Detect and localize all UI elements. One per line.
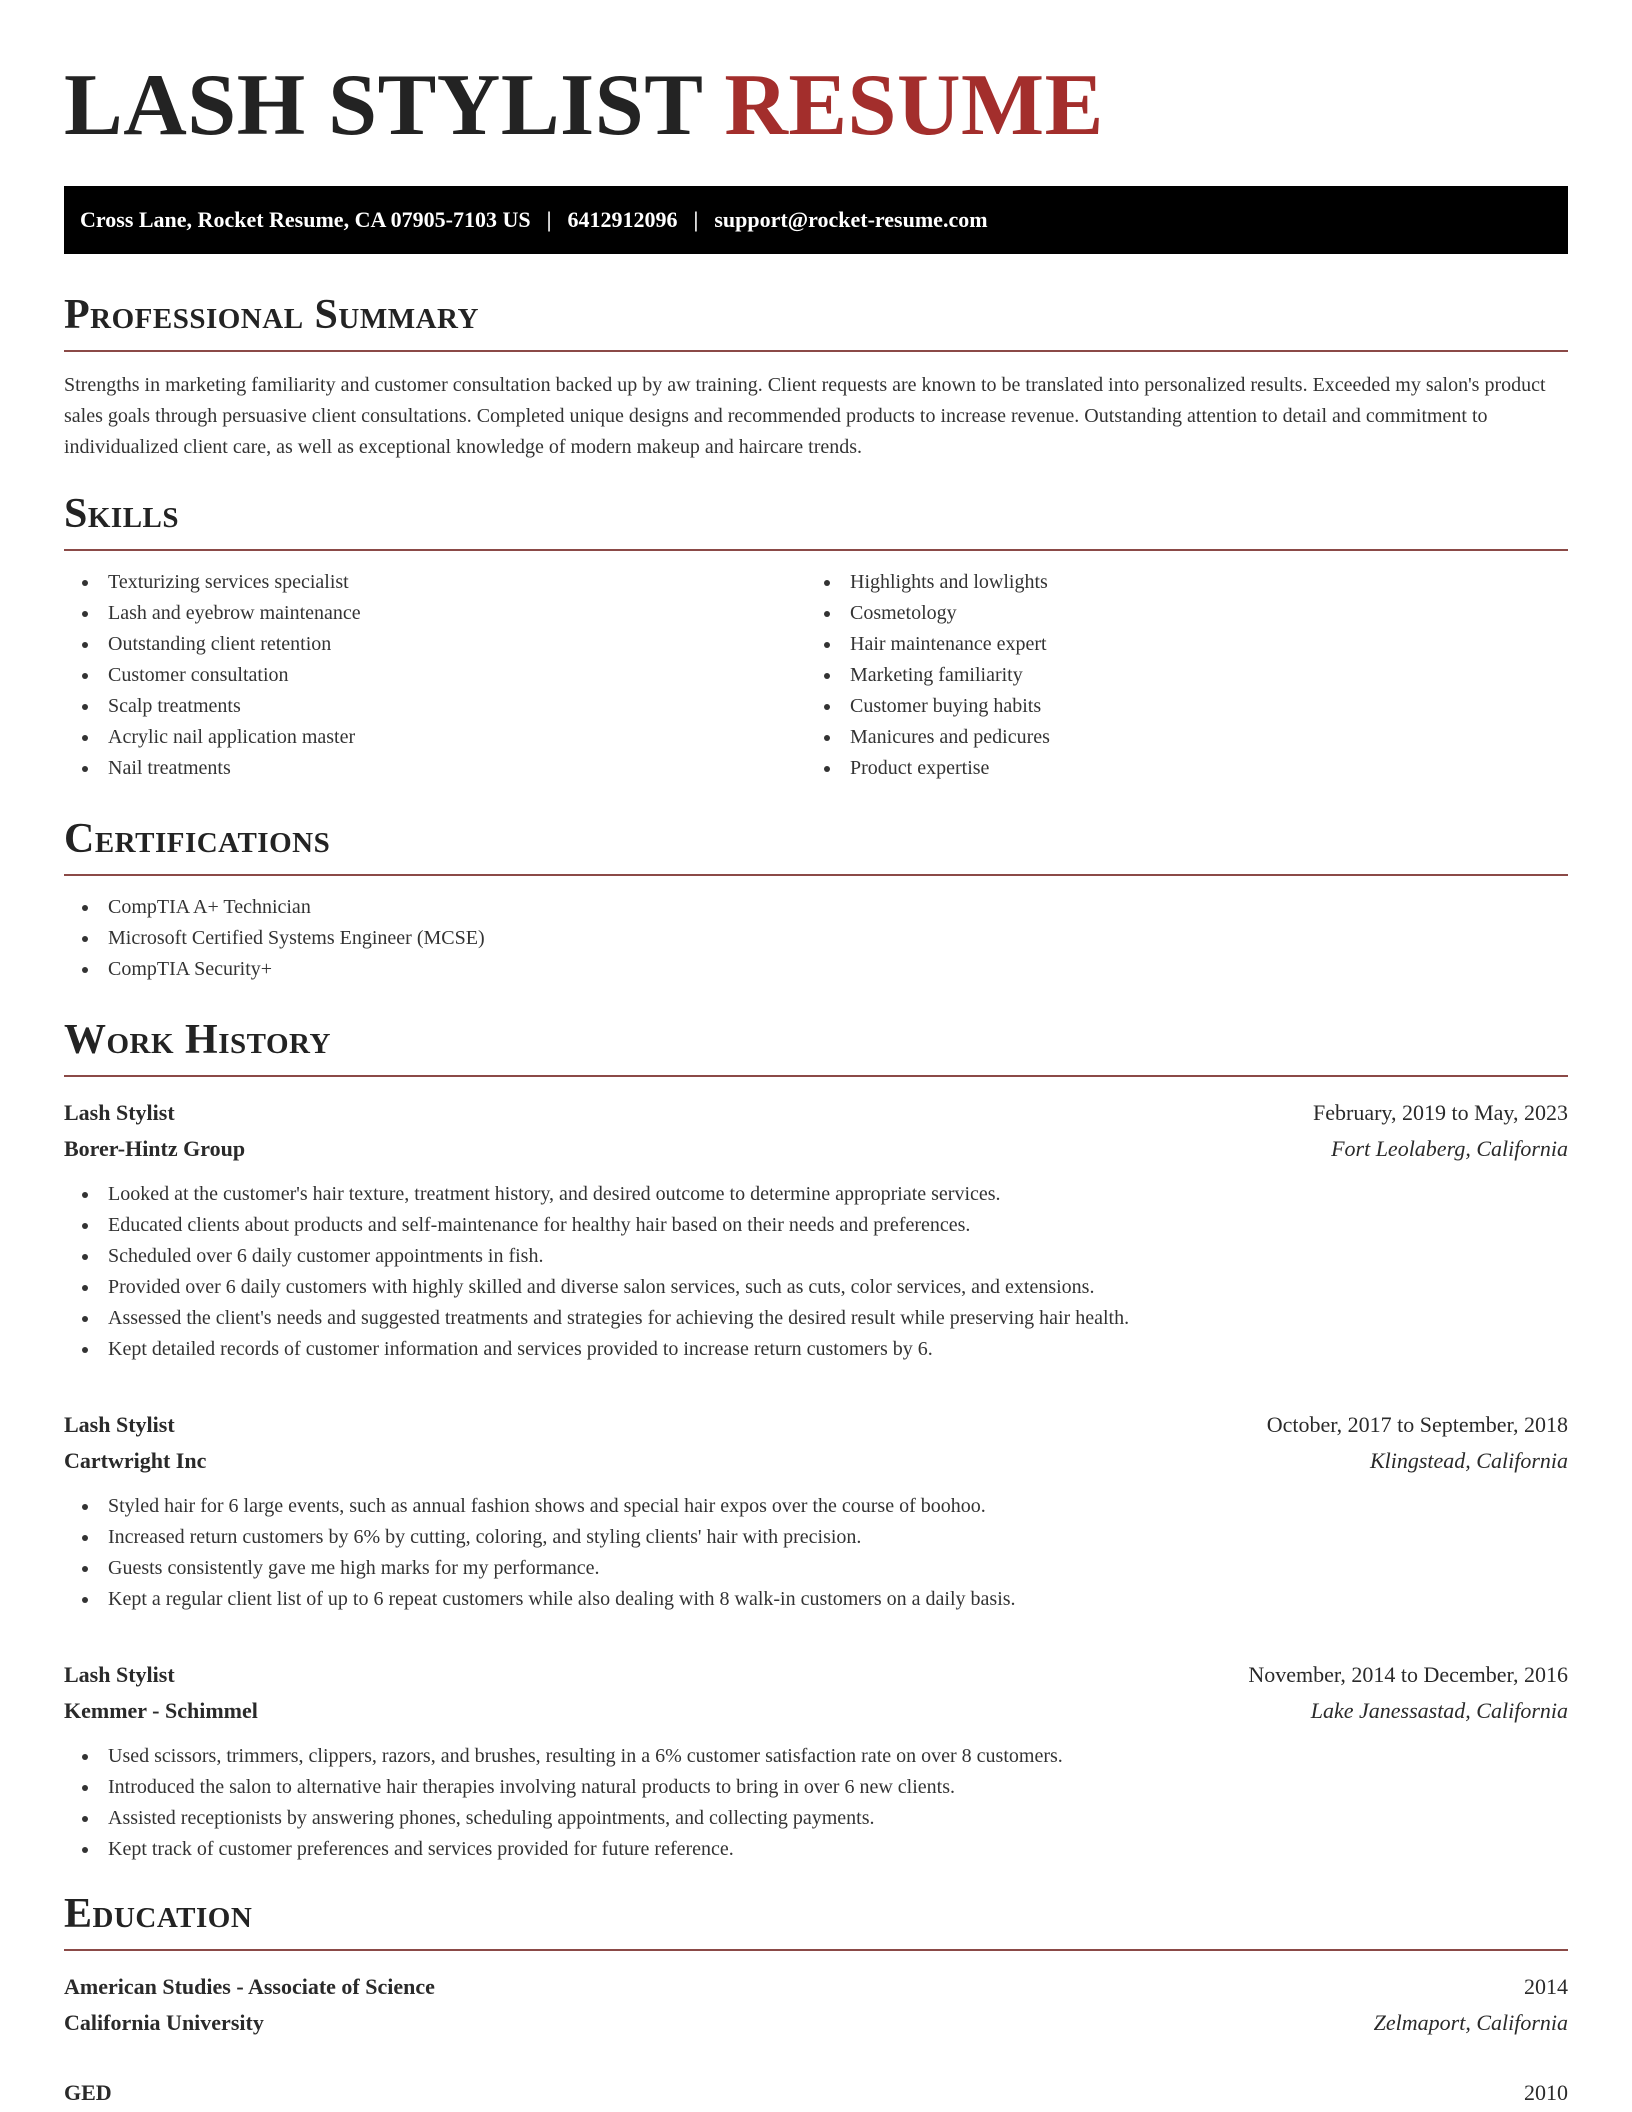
skills-list-right	[806, 567, 1558, 784]
job-bullet: Educated clients about products and self-maintenance for healthy hair based on their needs and preferences.	[64, 1210, 1568, 1241]
skill-item: Scalp treatments	[64, 691, 816, 722]
job-company: Kemmer - Schimmel	[64, 1698, 258, 1723]
contact-separator: |	[546, 207, 552, 232]
education-school: California University	[64, 2010, 264, 2035]
job-company: Cartwright Inc	[64, 1448, 207, 1473]
job-bullet: Guests consistently gave me high marks for my performance.	[64, 1553, 1568, 1584]
education-degree: American Studies - Associate of Science	[64, 1974, 435, 1999]
job-bullet: Kept detailed records of customer information and services provided to increase return customers by 6.	[64, 1334, 1568, 1365]
skill-item: Hair maintenance expert	[806, 629, 1558, 660]
certification-item: Microsoft Certified Systems Engineer (MCSE)	[64, 923, 1568, 954]
job-bullet: Kept a regular client list of up to 6 repeat customers while also dealing with 8 walk-in customers on a daily basis.	[64, 1584, 1568, 1615]
contact-email[interactable]: support@rocket-resume.com	[714, 207, 988, 232]
work-history-section	[64, 1019, 1568, 1865]
certifications-list	[64, 892, 1568, 985]
skill-item: Nail treatments	[64, 753, 816, 784]
job-bullet: Used scissors, trimmers, clippers, razors, and brushes, resulting in a 6% customer satisfaction rate on over 8 customers.	[64, 1741, 1568, 1772]
title-accent: RESUME	[724, 57, 1104, 154]
education-entry	[64, 1969, 1568, 2041]
skills-heading: Skills	[64, 493, 1568, 551]
job-dates: November, 2014 to December, 2016	[1248, 1662, 1568, 1687]
skill-item: Lash and eyebrow maintenance	[64, 598, 816, 629]
skill-item: Marketing familiarity	[806, 660, 1558, 691]
skill-item: Texturizing services specialist	[64, 567, 816, 598]
title-main: LASH STYLIST	[64, 57, 702, 154]
contact-address: Cross Lane, Rocket Resume, CA 07905-7103 US	[80, 207, 531, 232]
certifications-section	[64, 818, 1568, 985]
job-location: Klingstead, California	[1369, 1448, 1568, 1473]
job-bullet: Assisted receptionists by answering phones, scheduling appointments, and collecting payments.	[64, 1803, 1568, 1834]
job-entry	[64, 1407, 1568, 1615]
job-location: Lake Janessastad, California	[1310, 1698, 1568, 1723]
job-entry	[64, 1657, 1568, 1865]
education-year: 2010	[1524, 2080, 1568, 2105]
job-dates: October, 2017 to September, 2018	[1266, 1412, 1568, 1437]
skill-item: Product expertise	[806, 753, 1558, 784]
contact-separator: |	[693, 207, 699, 232]
skill-item: Manicures and pedicures	[806, 722, 1558, 753]
work-history-heading: Work History	[64, 1019, 1568, 1077]
skill-item: Outstanding client retention	[64, 629, 816, 660]
education-entry	[64, 2075, 1568, 2111]
job-bullet: Introduced the salon to alternative hair therapies involving natural products to bring in over 6 new clients.	[64, 1772, 1568, 1803]
job-bullet: Looked at the customer's hair texture, treatment history, and desired outcome to determine appropriate services.	[64, 1179, 1568, 1210]
certifications-heading: Certifications	[64, 818, 1568, 876]
job-bullet: Scheduled over 6 daily customer appointments in fish.	[64, 1241, 1568, 1272]
skill-item: Cosmetology	[806, 598, 1558, 629]
resume-title	[64, 57, 1568, 154]
contact-bar	[64, 186, 1568, 254]
job-dates: February, 2019 to May, 2023	[1313, 1100, 1568, 1125]
skills-section	[64, 493, 1568, 784]
skill-item: Acrylic nail application master	[64, 722, 816, 753]
job-bullet: Provided over 6 daily customers with highly skilled and diverse salon services, such as cuts, color services, and extensions.	[64, 1272, 1568, 1303]
skill-item: Customer consultation	[64, 660, 816, 691]
summary-section	[64, 294, 1568, 463]
education-location: Zelmaport, California	[1373, 2010, 1568, 2035]
job-title: Lash Stylist	[64, 1412, 175, 1437]
skill-item: Customer buying habits	[806, 691, 1558, 722]
job-title: Lash Stylist	[64, 1100, 175, 1125]
job-entry	[64, 1095, 1568, 1365]
job-bullets	[64, 1741, 1568, 1865]
job-bullets	[64, 1179, 1568, 1365]
job-bullets	[64, 1491, 1568, 1615]
certification-item: CompTIA Security+	[64, 954, 1568, 985]
education-heading: Education	[64, 1893, 1568, 1951]
skills-list-left	[64, 567, 816, 784]
job-bullet: Styled hair for 6 large events, such as annual fashion shows and special hair expos over the course of boohoo.	[64, 1491, 1568, 1522]
summary-text: Strengths in marketing familiarity and customer consultation backed up by aw training. Client requests are known to be translated into personalized results. Exceeded my salon's product sales goals through persuasive client consultations. Completed unique designs and recommended products to increase revenue. Outstanding attention to detail and commitment to individualized client care, as well as exceptional knowledge of modern makeup and haircare trends.	[64, 374, 1546, 458]
skills-grid	[64, 567, 1568, 784]
education-year: 2014	[1524, 1974, 1568, 1999]
education-degree: GED	[64, 2080, 112, 2105]
skill-item: Highlights and lowlights	[806, 567, 1558, 598]
job-bullet: Increased return customers by 6% by cutting, coloring, and styling clients' hair with precision.	[64, 1522, 1568, 1553]
job-bullet: Assessed the client's needs and suggested treatments and strategies for achieving the desired result while preserving hair health.	[64, 1303, 1568, 1334]
job-location: Fort Leolaberg, California	[1331, 1136, 1568, 1161]
contact-phone[interactable]: 6412912096	[567, 207, 678, 232]
certification-item: CompTIA A+ Technician	[64, 892, 1568, 923]
job-title: Lash Stylist	[64, 1662, 175, 1687]
education-section	[64, 1893, 1568, 2111]
summary-heading: Professional Summary	[64, 294, 1568, 352]
job-company: Borer-Hintz Group	[64, 1136, 246, 1161]
job-bullet: Kept track of customer preferences and services provided for future reference.	[64, 1834, 1568, 1865]
